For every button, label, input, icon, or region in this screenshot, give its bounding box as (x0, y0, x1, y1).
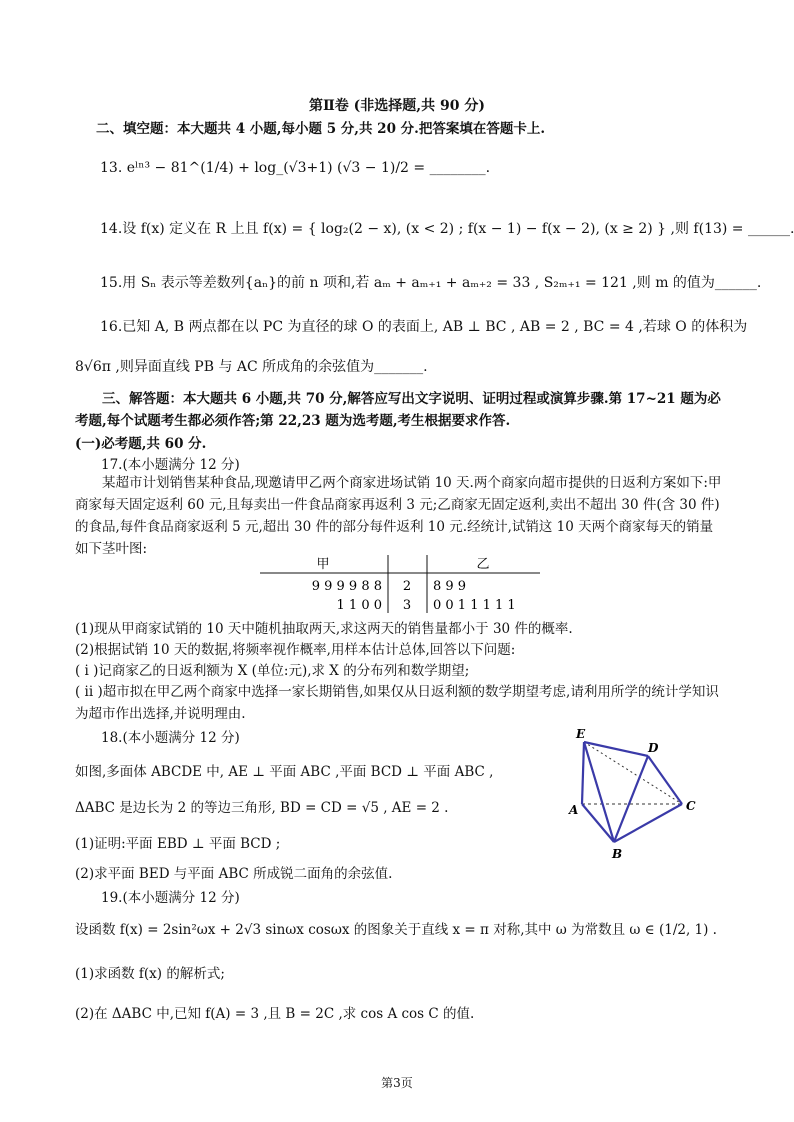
stem-leaf-row1-stem: 2 (402, 579, 412, 594)
required-header: (一)必考题,共 60 分. (75, 436, 207, 452)
edge-db (614, 756, 648, 842)
stem-leaf-row1-left: 9 9 9 9 8 8 (311, 579, 382, 594)
vertex-label-c: C (686, 799, 696, 813)
polyhedron-figure (560, 720, 710, 870)
page-number: 第3页 (381, 1076, 413, 1090)
q18-part2: (2)求平面 BED 与平面 ABC 所成锐二面角的余弦值. (75, 866, 393, 882)
q18-line2: ΔABC 是边长为 2 的等边三角形, BD = CD = √5 , AE = 2 . (75, 800, 449, 816)
q19-line1: 设函数 f(x) = 2sin²ωx + 2√3 sinωx cosωx 的图象关于直线 x = π 对称,其中 ω 为常数且 ω ∈ (1/2, 1) . (75, 922, 717, 938)
q19-part2: (2)在 ΔABC 中,已知 f(A) = 3 ,且 B = 2C ,求 cos A cos C 的值. (75, 1006, 475, 1022)
q17-part2: (2)根据试销 10 天的数据,将频率视作概率,用样本估计总体,回答以下问题: (75, 642, 516, 658)
stem-leaf-row2-right: 0 0 1 1 1 1 1 (433, 598, 516, 613)
question-15: 15.用 Sₙ 表示等差数列{aₙ}的前 n 项和,若 aₘ + aₘ₊₁ + aₘ₊₂ = 33 , S₂ₘ₊₁ = 121 ,则 m 的值为______. (100, 275, 762, 291)
stem-leaf-row2-left: 1 1 0 0 (336, 598, 382, 613)
q17-part2-ii: ( ii )超市拟在甲乙两个商家中选择一家长期销售,如果仅从日返利额的数学期望考虑,请利用所学的统计学知识为超市作出选择,并说明理由. (75, 684, 719, 722)
question-14: 14.设 f(x) 定义在 R 上且 f(x) = { log₂(2 − x), (x < 2) ; f(x − 1) − f(x − 2), (x ≥ 2) } ,则 f(13) = ______. (100, 221, 794, 237)
q17-part2-i: ( i )记商家乙的日返利额为 X (单位:元),求 X 的分布列和数学期望; (75, 663, 470, 679)
vertex-label-b: B (612, 847, 623, 861)
question-16-line2: 8√6π ,则异面直线 PB 与 AC 所成角的余弦值为_______. (75, 359, 428, 375)
question-16-line1: 16.已知 A, B 两点都在以 PC 为直径的球 O 的表面上, AB ⊥ BC , AB = 2 , BC = 4 ,若球 O 的体积为 (100, 319, 748, 335)
stem-leaf-row1-right: 8 9 9 (433, 579, 467, 594)
edge-ed (584, 742, 648, 756)
q19-title: 19.(本小题满分 12 分) (101, 890, 240, 906)
q17-body: 某超市计划销售某种食品,现邀请甲乙两个商家进场试销 10 天.两个商家向超市提供的日返利方案如下:甲商家每天固定返利 60 元,且每卖出一件食品商家再返利 3 元;乙商家无固定返利,卖出不超出 30 件(含 30 件)的食品,每件食品商家返利 5 元,超出 30 件的部分每件返利 10 元.经统计,试销这 10 天两个商家每天的销量如下茎叶图: (75, 475, 722, 557)
question-13: 13. eˡⁿ³ − 81^(1/4) + log_(√3+1) (√3 − 1)/2 = ________. (100, 160, 491, 176)
vertex-label-a: A (569, 803, 579, 817)
q17-part1: (1)现从甲商家试销的 10 天中随机抽取两天,求这两天的销售量都小于 30 件的概率. (75, 621, 573, 637)
edge-ea (582, 742, 584, 804)
stem-leaf-plot (255, 553, 545, 615)
q18-part1: (1)证明:平面 EBD ⊥ 平面 BCD ; (75, 836, 281, 852)
stem-leaf-row2-stem: 3 (402, 598, 412, 613)
stem-leaf-header-right: 乙 (476, 557, 490, 572)
q17-title: 17.(本小题满分 12 分) (101, 457, 240, 473)
edge-dc (648, 756, 682, 804)
vertex-label-d: D (648, 741, 659, 755)
stem-leaf-header-left: 甲 (316, 557, 330, 572)
q18-title: 18.(本小题满分 12 分) (101, 730, 240, 746)
q19-part1: (1)求函数 f(x) 的解析式; (75, 966, 225, 982)
part3-header: 三、解答题：本大题共 6 小题,共 70 分,解答应写出文字说明、证明过程或演算步骤.第 17~21 题为必考题,每个试题考生都必须作答;第 22,23 题为选考题,考生根据要求作答. (75, 391, 721, 429)
section-title: 第Ⅱ卷 (非选择题,共 90 分) (308, 98, 486, 114)
edge-eb (584, 742, 614, 842)
q18-line1: 如图,多面体 ABCDE 中, AE ⊥ 平面 ABC ,平面 BCD ⊥ 平面 ABC , (75, 764, 494, 780)
vertex-label-e: E (576, 727, 586, 741)
edge-bc (614, 804, 682, 842)
part2-header: 二、填空题：本大题共 4 小题,每小题 5 分,共 20 分.把答案填在答题卡上. (96, 121, 546, 137)
